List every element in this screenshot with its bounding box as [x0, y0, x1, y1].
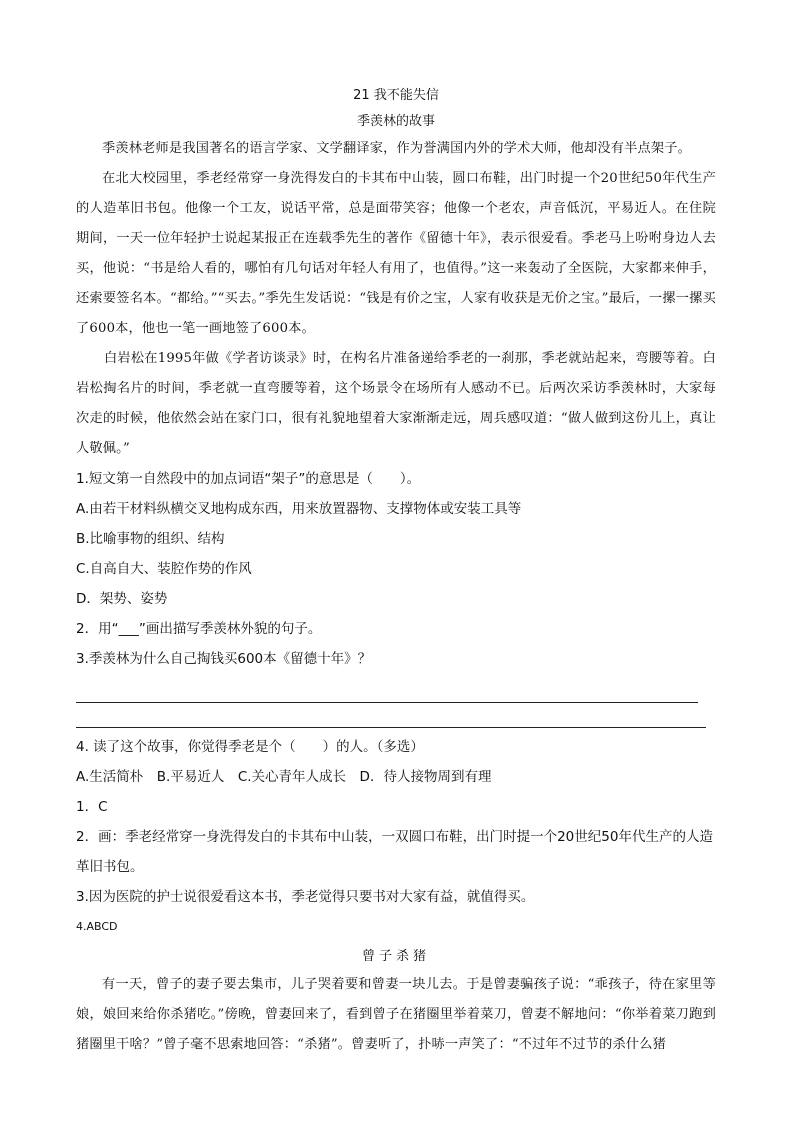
- answer-4: 4.ABCD: [76, 920, 118, 933]
- question-1: 1.短文第一自然段中的加点词语“架子”的意思是（ ）。: [76, 471, 421, 487]
- question-1-option-a: A.由若干材料纵横交叉地构成东西，用来放置器物、支撑物体或安装工具等: [76, 501, 522, 517]
- story-subheading: 季羡林的故事: [356, 114, 435, 129]
- question-4-options: A.生活简朴 B.平易近人 C.关心青年人成长 D．待人接物周到有理: [76, 769, 492, 785]
- answer-3: 3.因为医院的护士说很爱看这本书，季老觉得只要书对大家有益，就值得买。: [76, 889, 535, 905]
- paragraph-1: 季羡林老师是我国著名的语言学家、文学翻译家，作为誉满国内外的学术大师，他却没有半点架子。: [102, 141, 692, 156]
- answer-2: 2．画：季老经常穿一身洗得发白的卡其布中山装，一双圆口布鞋，出门时提一个20世纪50年代生产的人造革旧书包。: [76, 829, 713, 875]
- question-1-option-b: B.比喻事物的组织、结构: [76, 531, 225, 547]
- question-1-option-c: C.自高自大、装腔作势的作风: [76, 561, 252, 577]
- story2-text: 有一天，曾子的妻子要去集市，儿子哭着要和曾妻一块儿去。于是曾妻骗孩子说：“乖孩子，待在家里等娘，娘回来给你杀猪吃。”傍晚，曾妻回来了，看到曾子在猪圈里举着菜刀，曾妻不解地问：“你举着菜刀跑到猪圈里干啥？”曾子毫不思索地回答：“杀猪”。曾妻听了，扑哧一声笑了：“不过年不过节的杀什么猪: [76, 977, 716, 1052]
- question-2: 2．用“___”画出描写季羡林外貌的句子。: [76, 621, 322, 637]
- lesson-heading: 21 我不能失信: [353, 88, 439, 103]
- story2-title: 曾子杀猪: [361, 949, 430, 964]
- answer-1: 1．C: [76, 799, 108, 815]
- answer-blank-line-1[interactable]: [76, 682, 698, 703]
- paragraph-2: 在北大校园里，季老经常穿一身洗得发白的卡其布中山装，圆口布鞋，出门时提一个20世纪50年代生产的人造革旧书包。他像一个工友，说话平常，总是面带笑容；他像一个老农，声音低沉，平易近人。在住院期间，一天一位年轻护士说起某报正在连载季先生的著作《留德十年》，表示很爱看。季老马上吩咐身边人去买，他说：“书是给人看的，哪怕有几句话对年轻人有用了，也值得。”这一来轰动了全医院，大家都来伸手，还索要签名本。“都给。”“买去。”季先生发话说：“钱是有价之宝，人家有收获是无价之宝。”最后，一摞一摞买了600本，他也一笔一画地签了600本。: [76, 171, 716, 336]
- question-1-option-d: D．架势、姿势: [76, 591, 168, 607]
- question-4: 4. 读了这个故事，你觉得季老是个（ ）的人。（多选）: [76, 739, 424, 755]
- answer-blank-line-2[interactable]: [76, 707, 706, 728]
- document-page: [76, 86, 716, 1060]
- question-3: 3.季羡林为什么自己掏钱买600本《留德十年》？: [76, 651, 372, 667]
- paragraph-3: 白岩松在1995年做《学者访谈录》时，在构名片准备递给季老的一刹那，季老就站起来，弯腰等着。白岩松掏名片的时间，季老就一直弯腰等着，这个场景令在场所有人感动不已。后两次采访季羡林时，大家每次走的时候，他依然会站在家门口，很有礼貌地望着大家渐渐走远，周兵感叹道：“做人做到这份儿上，真让人敬佩。”: [76, 351, 716, 456]
